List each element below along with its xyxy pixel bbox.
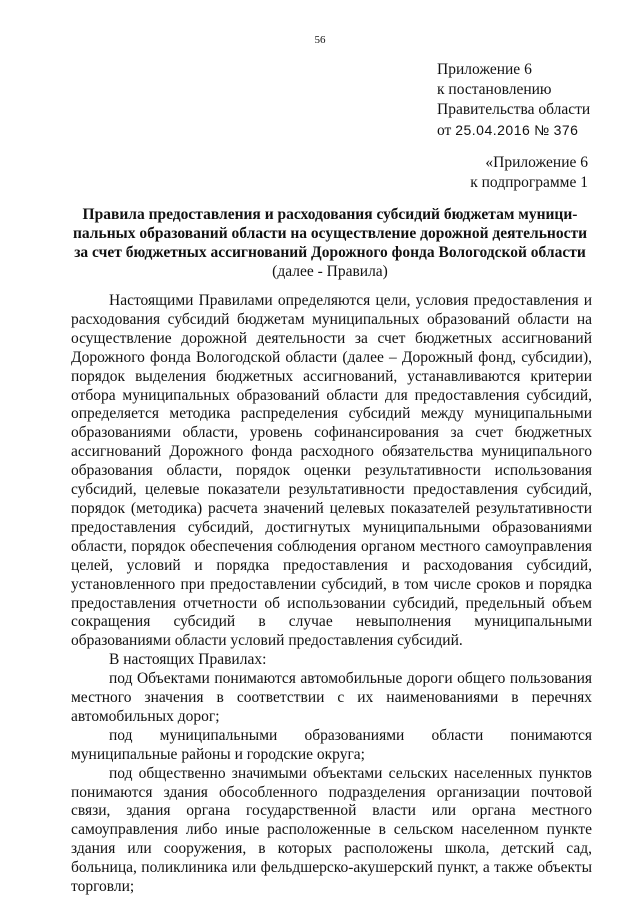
page-number: 56 <box>314 34 326 46</box>
appendix-line-1: Приложение 6 <box>437 61 532 78</box>
title-line-1: Правила предоставления и расходования субсидий бюджетам муници- <box>82 206 578 223</box>
sub-appendix-header <box>0 153 588 193</box>
resolution-date: 25.04.2016 <box>455 122 531 138</box>
title-note: (далее - Правила) <box>272 263 388 280</box>
paragraph-definitions-heading: В настоящих Правилах: <box>109 651 267 669</box>
resolution-number: 376 <box>553 122 579 138</box>
number-sign: № <box>534 122 550 138</box>
date-prefix: от <box>437 122 452 139</box>
paragraph-municipalities-definition: под муниципальными образованиями области понимаются муниципальные районы и городские округа; <box>71 726 592 763</box>
document-body <box>71 292 592 897</box>
title-line-2: пальных образований области на осуществление дорожной деятельности <box>72 225 588 242</box>
document-title <box>60 205 600 281</box>
title-line-3: за счет бюджетных ассигнований Дорожного фонда Вологодской области <box>74 244 586 261</box>
paragraph-objects-definition: под Объектами понимаются автомобильные дороги общего пользования местного значения в соответствии с их наименованиями в перечнях автомобильных дорог; <box>71 670 592 725</box>
sub-appendix-line-1: «Приложение 6 <box>485 154 588 171</box>
appendix-header <box>437 60 590 141</box>
sub-appendix-line-2: к подпрограмме 1 <box>470 174 588 191</box>
appendix-line-3: Правительства области <box>437 101 591 118</box>
paragraph-public-objects-definition: под общественно значимыми объектами сельских населенных пунктов понимаются здания обособленного подразделения организации почтовой связи, здания органа государственной власти или органа местного самоуправления либо иные расположенные в сельском населенном пункте здания или сооружения, в которых расположены школа, детский сад, больница, поликлиника или фельдшерско-акушерский пункт, а также объекты торговли; <box>71 764 592 896</box>
appendix-line-2: к постановлению <box>437 81 552 98</box>
appendix-date-line <box>437 120 590 141</box>
paragraph-intro: Настоящими Правилами определяются цели, условия предоставления и расходования субсидий бюджетам муниципальных образований области на осуществление дорожной деятельности за счет бюджетных ассигнований Дорожного фонда Вологодской области (далее – Дорожный фонд, субсидии), порядок выделения бюджетных ассигнований, устанавливаются критерии отбора муниципальных образований области для предоставления субсидий, определяется методика распределения субсидий между муниципальными образованиями области, уровень софинансирования за счет бюджетных ассигнований Дорожного фонда расходного обязательства муниципального образования области, порядок оценки результативности использования субсидий, целевые показатели результативности предоставления субсидий, порядок (методика) расчета значений целевых показателей результативности предоставления субсидий, достигнутых муниципальными образованиями области, порядок обеспечения соблюдения органом местного самоуправления целей, условий и порядка предоставления и расходования субсидий, установленного при предоставлении субсидий, в том числе сроков и порядка предоставления отчетности об использовании субсидий, предельный объем сокращения субсидий в случае невыполнения муниципальными образованиями области условий предоставления субсидий. <box>71 292 592 650</box>
